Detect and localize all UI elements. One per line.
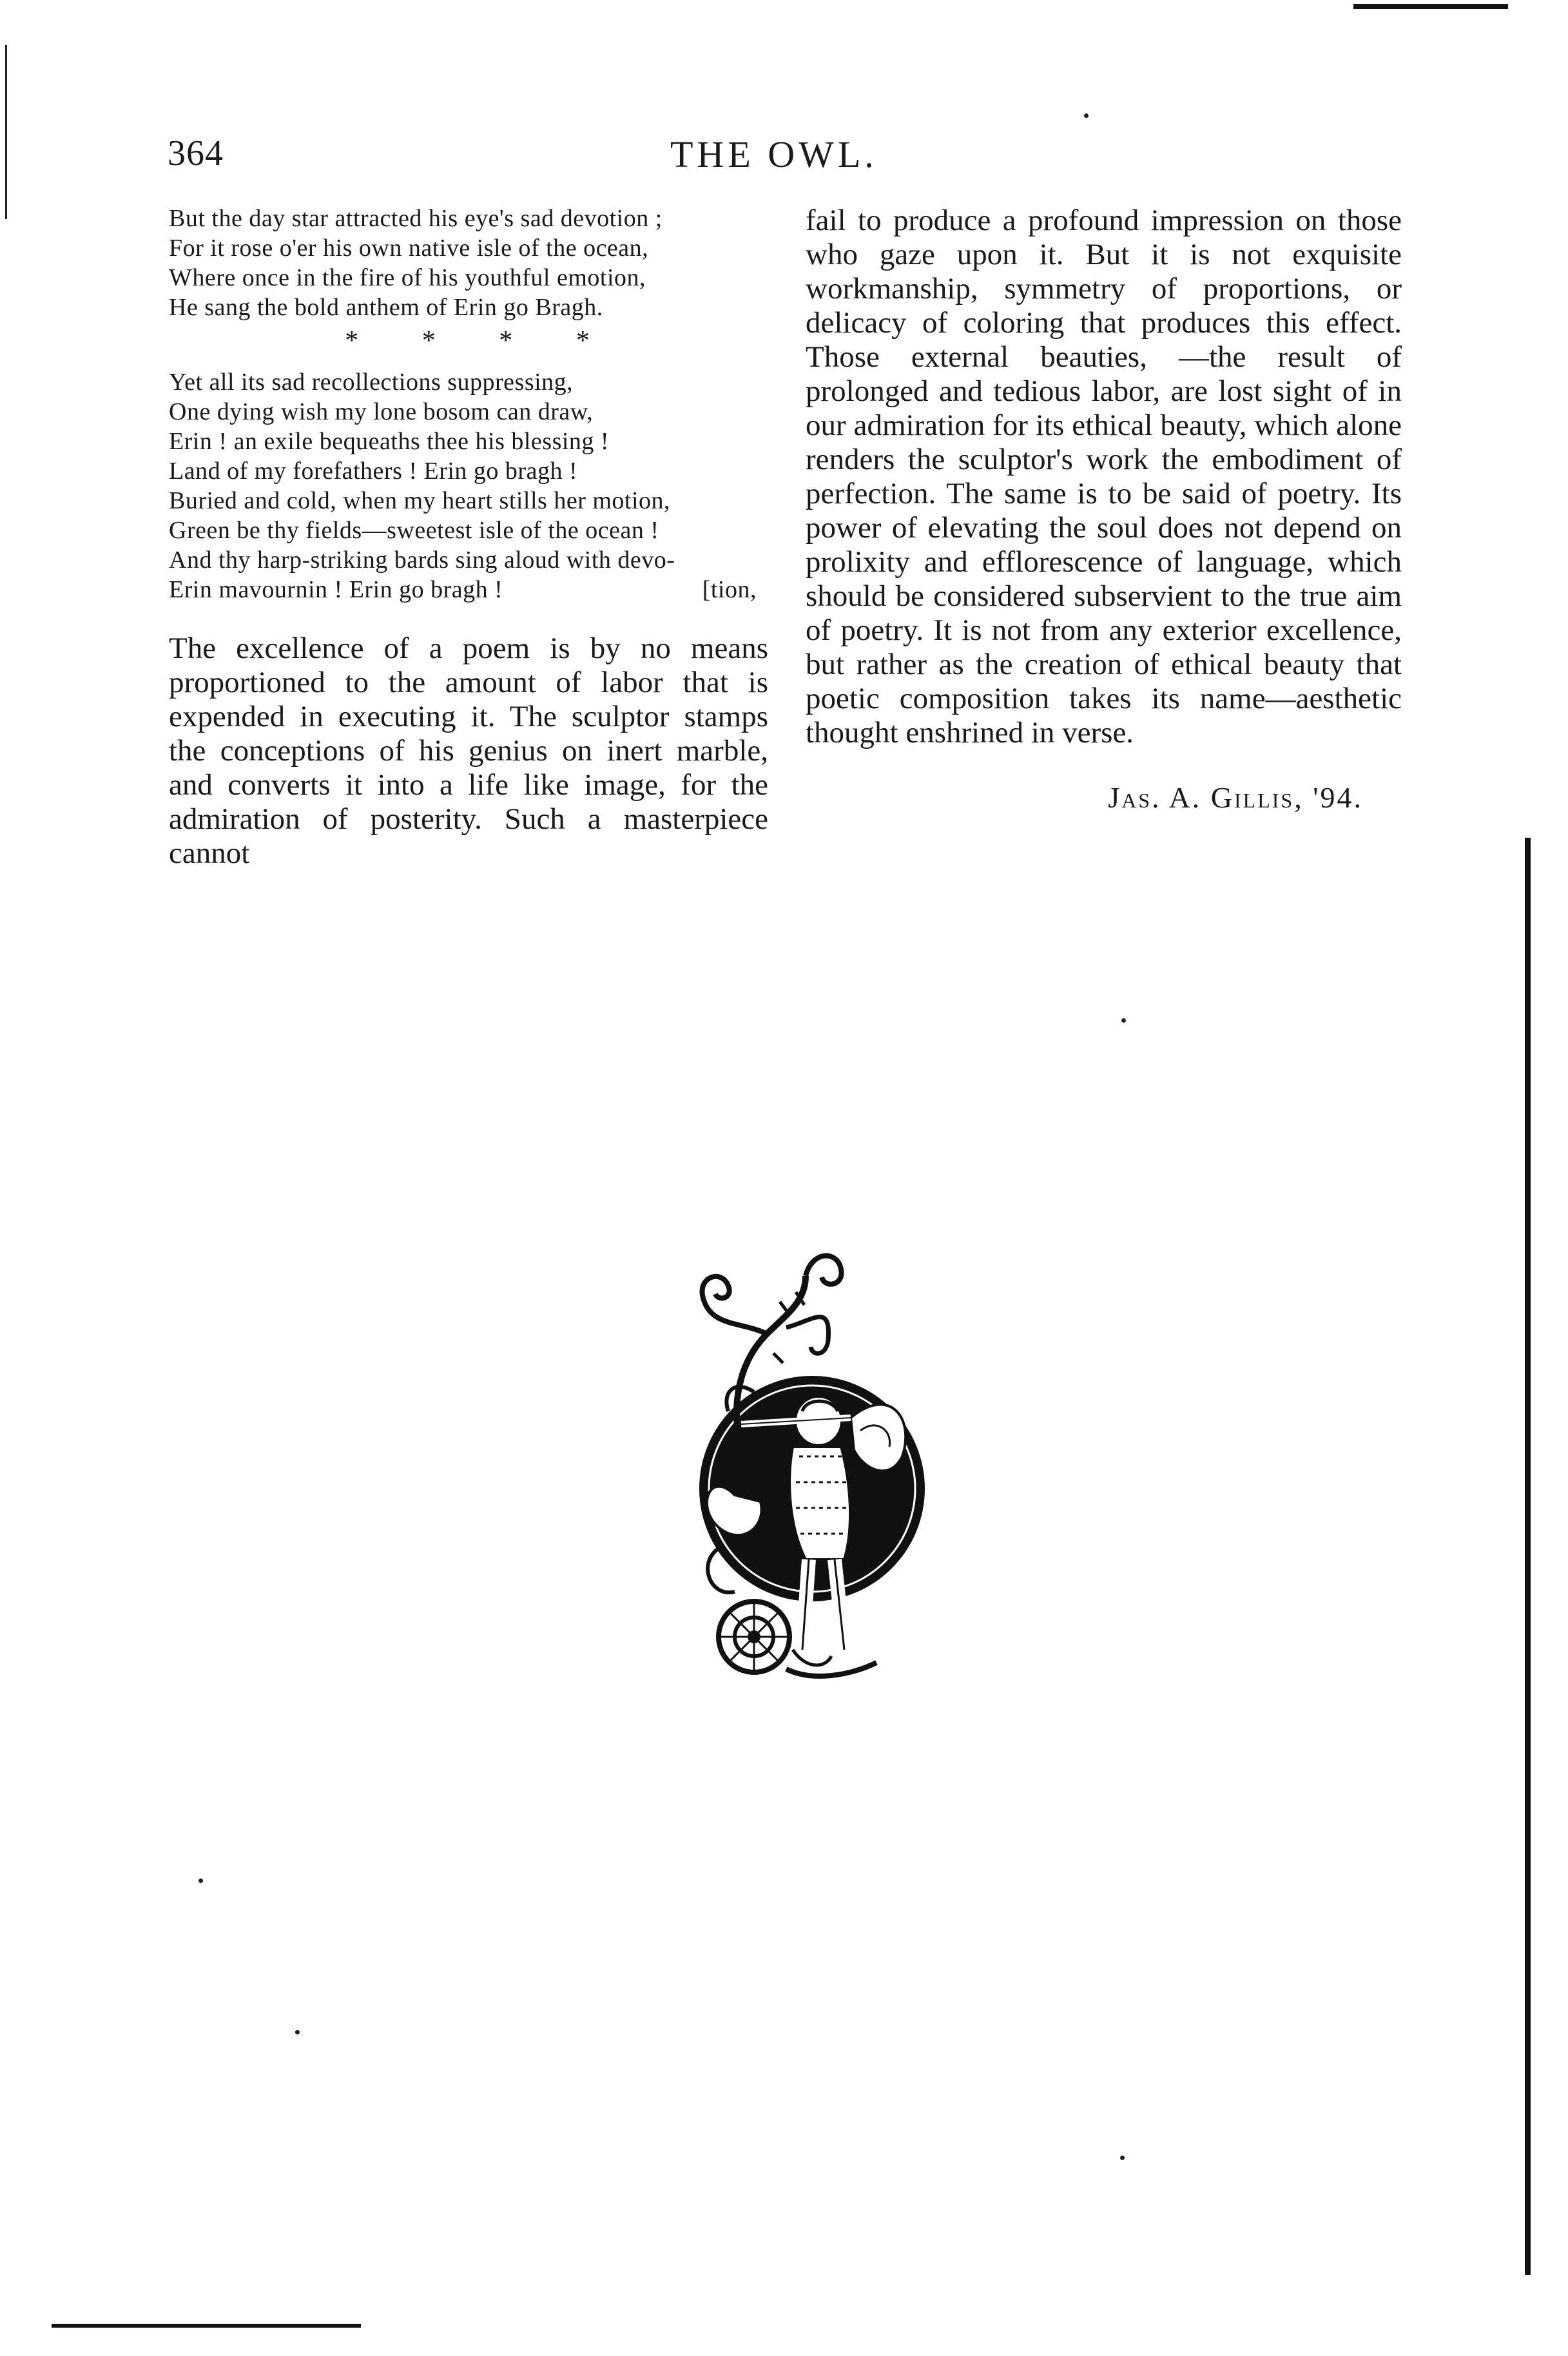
poem-overflow-word: [tion,	[702, 576, 757, 603]
poem-line: Green be thy fields—sweetest isle of the ocean !	[169, 517, 659, 544]
poem-line: But the day star attracted his eye's sad devotion ;	[169, 205, 663, 232]
page-number: 364	[168, 133, 224, 173]
running-title: THE OWL.	[670, 133, 878, 175]
left-edge-mark	[5, 45, 7, 219]
stanza-break-asterisks: * * * *	[345, 326, 618, 356]
poem-line: Buried and cold, when my heart stills her motion,	[169, 487, 671, 514]
poem-line-text: Erin mavournin ! Erin go bragh !	[169, 576, 503, 603]
poem-line: He sang the bold anthem of Erin go Bragh.	[169, 294, 603, 321]
scan-speck	[198, 1878, 203, 1883]
poem-line: For it rose o'er his own native isle of the ocean,	[169, 235, 649, 262]
poem-line: Erin ! an exile bequeaths thee his blessing !	[169, 428, 610, 455]
poem	[169, 204, 768, 604]
poem-line: Yet all its sad recollections suppressing,	[169, 369, 574, 396]
author-signature: Jas. A. Gillis, '94.	[1108, 781, 1363, 814]
top-rule	[1353, 4, 1508, 9]
scan-speck	[1084, 113, 1089, 118]
essay-paragraph-right: fail to produce a profound impression on those who gaze upon it. But it is not exquisite workmanship, symmetry of proportions, or delicacy of coloring that produces this effect. Those external beauties, —the result of prolonged and tedious labor, are lost sight of in our admiration for its ethical beauty, which alone renders the sculptor's work the embodiment of perfection. The same is to be said of poetry. Its power of elevating the soul does not depend on prolixity and efflorescence of language, which should be considered subservient to the true aim of poetry. It is not from any exterior excellence, but rather as the creation of ethical beauty that poetic composition takes its name—aesthetic thought enshrined in verse.	[806, 204, 1402, 749]
poem-line	[169, 575, 768, 604]
poem-stanza-1	[169, 204, 768, 322]
essay-paragraph-left: The excellence of a poem is by no means proportioned to the amount of labor that is expended in executing it. The sculptor stamps the conceptions of his genius on inert marble, and converts it into a life like image, for the admiration of posterity. Such a masterpiece cannot	[169, 632, 768, 870]
cherub-with-scroll-ornament-icon	[657, 1224, 928, 1701]
scan-speck	[1120, 2156, 1125, 2160]
poem-line: And thy harp-striking bards sing aloud with devo-	[169, 546, 675, 574]
bottom-rule	[52, 2324, 361, 2328]
right-edge-rule	[1525, 838, 1531, 2275]
left-column	[169, 204, 768, 901]
poem-line: Land of my forefathers ! Erin go bragh !	[169, 458, 578, 485]
poem-line: One dying wish my lone bosom can draw,	[169, 398, 594, 425]
poem-stanza-2	[169, 367, 768, 604]
scan-speck	[295, 2030, 300, 2034]
right-column	[806, 204, 1402, 815]
poem-line: Where once in the fire of his youthful emotion,	[169, 264, 646, 291]
scan-speck	[1121, 1018, 1126, 1023]
